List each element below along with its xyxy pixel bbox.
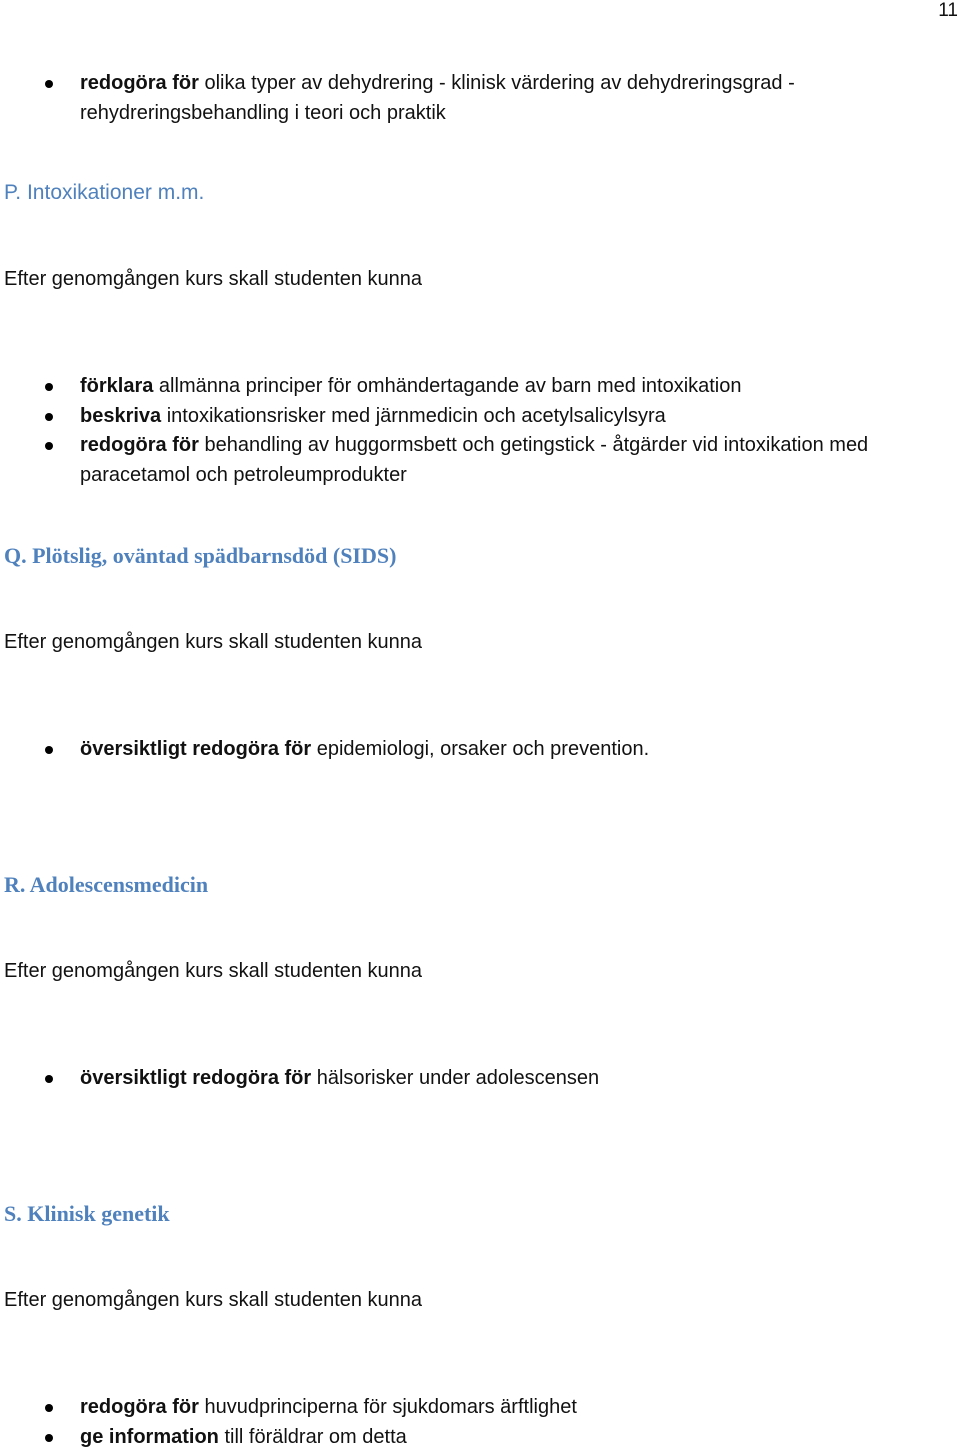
objective-text: allmänna principer för omhändertagande av barn med intoxikation xyxy=(153,375,742,397)
objective-text: hälsorisker under adolescensen xyxy=(311,1067,600,1089)
objective-text: behandling av huggormsbett och getingstick - åtgärder vid intoxikation med paracetamol och petroleumprodukter xyxy=(80,434,869,486)
section-intro-p: Efter genomgången kurs skall studenten kunna xyxy=(4,268,423,290)
objective-verb: beskriva xyxy=(80,404,162,427)
objective-verb: ge information xyxy=(80,1425,219,1448)
objective-verb: redogöra för xyxy=(80,434,199,456)
top-objective-list xyxy=(0,69,960,128)
bullet-icon xyxy=(45,413,53,421)
objective-list-s xyxy=(0,1393,960,1452)
list-item xyxy=(0,735,960,765)
section-heading-p: P. Intoxikationer m.m. xyxy=(4,181,205,204)
list-item xyxy=(0,69,960,128)
objective-text: till föräldrar om detta xyxy=(218,1425,407,1448)
bullet-icon xyxy=(45,746,53,754)
objective-verb: översiktligt redogöra för xyxy=(80,738,312,760)
bullet-icon xyxy=(45,1404,53,1412)
section-heading-q: Q. Plötslig, oväntad spädbarnsdöd (SIDS) xyxy=(4,543,397,568)
list-item xyxy=(0,1393,960,1423)
bullet-icon xyxy=(45,80,53,88)
objective-text: epidemiologi, orsaker och prevention. xyxy=(311,738,650,760)
bullet-icon xyxy=(45,1075,53,1083)
objective-list-p xyxy=(0,372,960,490)
objective-verb: översiktligt redogöra för xyxy=(80,1067,312,1089)
section-intro-r: Efter genomgången kurs skall studenten kunna xyxy=(4,960,423,982)
objective-list-r xyxy=(0,1064,960,1094)
section-heading-r: R. Adolescensmedicin xyxy=(4,872,209,897)
objective-verb: förklara xyxy=(80,375,154,397)
section-intro-q: Efter genomgången kurs skall studenten kunna xyxy=(4,631,423,653)
list-item xyxy=(0,1064,960,1094)
bullet-icon xyxy=(45,442,53,450)
list-item xyxy=(0,402,960,432)
list-item xyxy=(0,1423,960,1453)
bullet-icon xyxy=(45,1434,53,1442)
section-heading-s: S. Klinisk genetik xyxy=(4,1201,170,1226)
objective-verb: redogöra för xyxy=(80,1396,199,1418)
list-item xyxy=(0,372,960,402)
section-intro-s: Efter genomgången kurs skall studenten kunna xyxy=(4,1289,423,1311)
bullet-icon xyxy=(45,383,53,391)
page-number: 11 xyxy=(938,0,958,21)
objective-verb: redogöra för xyxy=(80,72,199,94)
objective-list-q xyxy=(0,735,960,765)
list-item xyxy=(0,431,960,490)
objective-text: olika typer av dehydrering - klinisk värdering av dehydreringsgrad - rehydreringsbehandling i teori och praktik xyxy=(80,72,795,124)
objective-text: intoxikationsrisker med järnmedicin och acetylsalicylsyra xyxy=(161,404,666,427)
objective-text: huvudprinciperna för sjukdomars ärftlighet xyxy=(198,1396,577,1418)
